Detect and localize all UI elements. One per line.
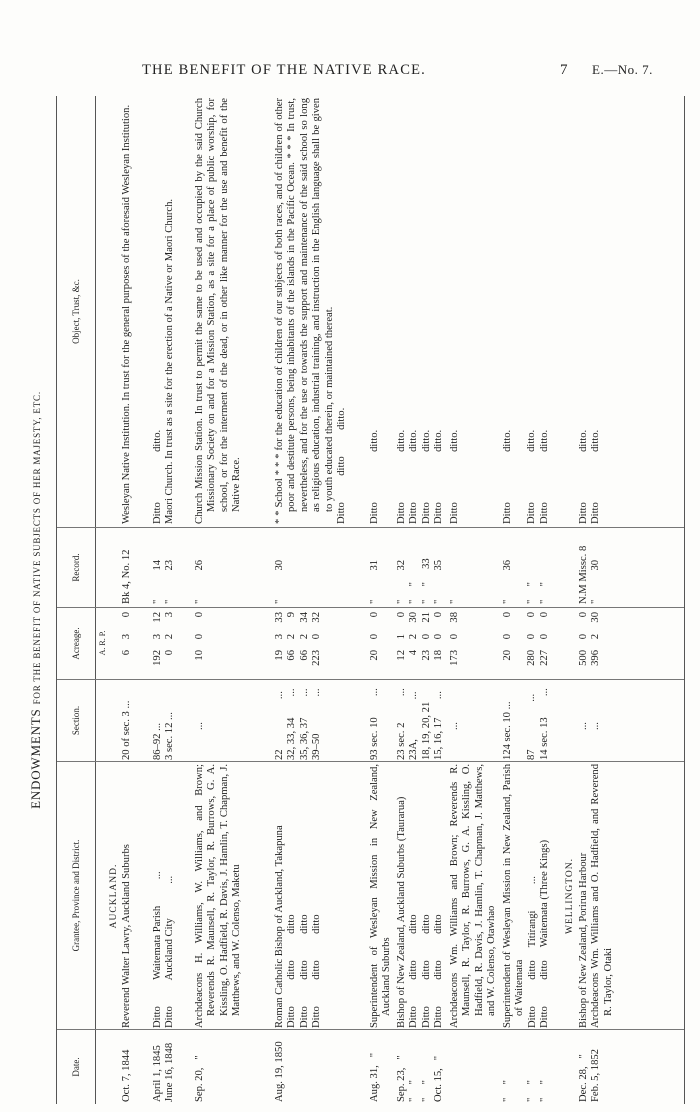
perches-cell: 38 [449,612,460,623]
grantee-cell: Archdeacons H. Williams, W. Williams, and Brown; Reverends R. Maunsell, R. Taylor, R. Burrows, G. A. Kissling, O. Hadfield, R. Davis, J. Hamlin, T. Chapman, J. Matthews, and W. Colenso, Maketu [194,764,243,1028]
section-cell: ... [449,722,460,730]
date-cell: " " " " " " [502,1080,550,1102]
document-reference: E.—No. 7. [592,62,653,77]
record-cell: " 32 " " " " 33 " 35 [396,558,445,604]
column-divider [94,1029,684,1030]
grantee-cell: Archdeacons Wm. Williams and Brown; Reverends R. Maunsell, R. Taylor, R. Burrows, G. A. Kissling, O. Hadfield, R. Davis, J. Hamlin, T. Chapman, J. Matthews, and W. Colenso, Otawhao [449,764,498,1028]
record-cell: N.M Missc. 8 " 30 [578,545,602,604]
grantee-cell: Ditto Waitemata Parish ... Ditto Auckland City ... [152,871,176,1028]
column-header-section: Section. [57,680,95,762]
acres-cell: 20 280 227 [502,650,550,666]
acres-cell: 20 [369,650,380,661]
object-cell: Ditto ditto. Ditto ditto. Ditto ditto. Ditto ditto. [396,429,445,524]
roods-cell: 3 [121,634,132,640]
record-cell: " 26 [194,559,205,604]
record-cell: " 30 [274,559,285,604]
section-cell: 86–92 ... 3 sec. 12 ... [152,712,176,760]
grantee-cell: Superintendent of Wesleyan Mission in New Zealand, Auckland Suburbs [369,764,393,1028]
district-heading-auckland: AUCKLAND. [109,863,119,929]
object-cell: Wesleyan Native Institution. In trust for the general purposes of the aforesaid Wesleyan Institution. [121,104,132,524]
column-header-object: Object, Trust, &c. [57,96,95,528]
object-cell: Ditto ditto. Ditto ditto. [578,429,602,524]
perches-cell: 0 30 21 0 [396,612,445,623]
section-cell: ... [194,722,205,730]
section-cell: 23 sec. 2 ... 23A, ... 18, 19, 20, 21 15, 16, 17 ... [396,688,445,760]
object-cell: Ditto ditto. Ditto ditto. Ditto ditto. [502,429,550,524]
acres-cell: 192 0 [152,650,176,666]
column-header-grantee: Grantee, Province and District. [57,762,95,1030]
grantee-cell: Reverend Walter Lawry, Auckland Suburbs [121,844,132,1028]
record-cell: " [449,599,460,604]
acres-cell: 500 396 [578,650,602,666]
column-header-acreage [57,608,95,680]
section-cell: 22 ... 32, 33, 34 ... 35, 36, 37 ... 39–50 ... [274,688,323,760]
grantee-cell: Roman Catholic Bishop of Auckland, Takapuna Ditto ditto ditto Ditto ditto ditto Ditto ditto ditto [274,825,323,1028]
acres-cell: 19 66 66 223 [274,650,323,666]
table-title [30,96,43,1104]
date-cell: Sep. 23, " " " " " Oct. 15, " [396,1055,445,1102]
date-cell: April 1, 1845 June 16, 1848 [152,1042,176,1102]
table-body [94,96,685,1104]
object-cell: Ditto ditto. [449,429,460,524]
date-cell: Aug. 31, " [369,1052,380,1102]
perches-cell: 0 [194,612,205,618]
page-header [0,62,700,82]
perches-cell: 0 [121,612,132,618]
date-cell: Dec. 28, " Feb. 5, 1852 [578,1049,602,1102]
section-cell: 93 sec. 10 ... [369,688,380,760]
grantee-cell: Superintendent of Wesleyan Mission in New Zealand, Parish of Waitemata Ditto ditto Titirangi ... Ditto ditto Waitemata (Three Kings) [502,764,551,1028]
object-cell: Ditto ditto. [369,429,380,524]
date-cell: Oct. 7, 1844 [121,1049,132,1102]
acres-cell: 6 [121,650,132,656]
acres-cell: 173 [449,650,460,666]
perches-cell: 0 0 0 [502,612,550,618]
perches-cell: 0 30 [578,612,602,623]
section-cell: 20 of sec. 3 ... [121,700,132,760]
column-divider [94,607,684,608]
column-header-date: Date. [70,1057,81,1077]
acreage-label: Acreage. [70,627,81,660]
page-number: 7 [560,62,569,78]
roods-cell: 3 2 2 0 [274,634,323,640]
roods-cell: 0 [369,634,380,640]
roods-cell: 0 [449,634,460,640]
column-divider [94,761,684,762]
record-cell: " 14 " 23 [152,559,176,604]
roods-cell: 0 0 0 [502,634,550,640]
record-cell: " 36 " " " " [502,559,550,604]
perches-cell: 33 9 34 32 [274,612,323,623]
acreage-units: A. R. P. [98,630,107,656]
object-cell: * * School * * * for the education of children of our subjects of both races, and of children of other poor and destitute persons, being inhabitants of the islands in the Pacific Ocean. * * * In trust, nevertheless, and for the use or towards the support and maintenance of the said school so long as religious education, industrial training, and instruction in the English language shall be given to youth educated therein, or maintained thereat. Ditto ditto ditto. [274,98,348,524]
column-divider [94,679,684,680]
section-cell: 124 sec. 10 ... 87 ... 14 sec. 13 ... [502,688,550,760]
table-title-main: ENDOWMENTS [28,708,43,809]
object-cell: Church Mission Station. In trust to permit the same to be used and occupied by the said Church Missionary Society on and for a Mission Station, as a site for a place of public worship, for school, or for the interment of the dead, or in other like manner for the use and benefit of the Native Race. [194,98,243,524]
column-divider [94,527,684,528]
roods-cell: 1 2 0 0 [396,634,445,640]
object-cell: Ditto ditto. Maori Church. In trust as a site for the erection of a Native or Maori Church. [152,198,176,524]
district-heading-wellington: WELLINGTON. [565,858,575,934]
rotated-endowments-table [26,96,690,1104]
roods-cell: 3 2 [152,634,176,640]
column-header-row [56,96,96,1104]
date-cell: Aug. 19, 1850 [274,1041,285,1102]
perches-cell: 0 [369,612,380,618]
roods-cell: 0 [194,634,205,640]
acres-cell: 10 [194,650,205,661]
record-cell: Bk 4, No. 12 [121,549,132,604]
section-cell: ... ... [578,722,602,730]
date-cell: Sep. 20, " [194,1055,205,1102]
perches-cell: 12 3 [152,612,176,623]
roods-cell: 0 2 [578,634,602,640]
grantee-cell: Bishop of New Zealand, Auckland Suburbs (Taurarua) Ditto ditto ditto Ditto ditto ditto Ditto ditto ditto [396,796,445,1028]
page-title: THE BENEFIT OF THE NATIVE RACE. [142,62,426,78]
table-title-rest: FOR THE BENEFIT OF NATIVE SUBJECTS OF HER MAJESTY, ETC. [32,391,42,705]
acres-cell: 12 4 23 18 [396,650,445,661]
record-cell: " 31 [369,559,380,604]
grantee-cell: Bishop of New Zealand, Porirua Harbour Archdeacons Wm. Williams and O. Hadfield, and Reverend R. Taylor, Otaki [578,764,614,1028]
column-header-record: Record. [57,528,95,608]
